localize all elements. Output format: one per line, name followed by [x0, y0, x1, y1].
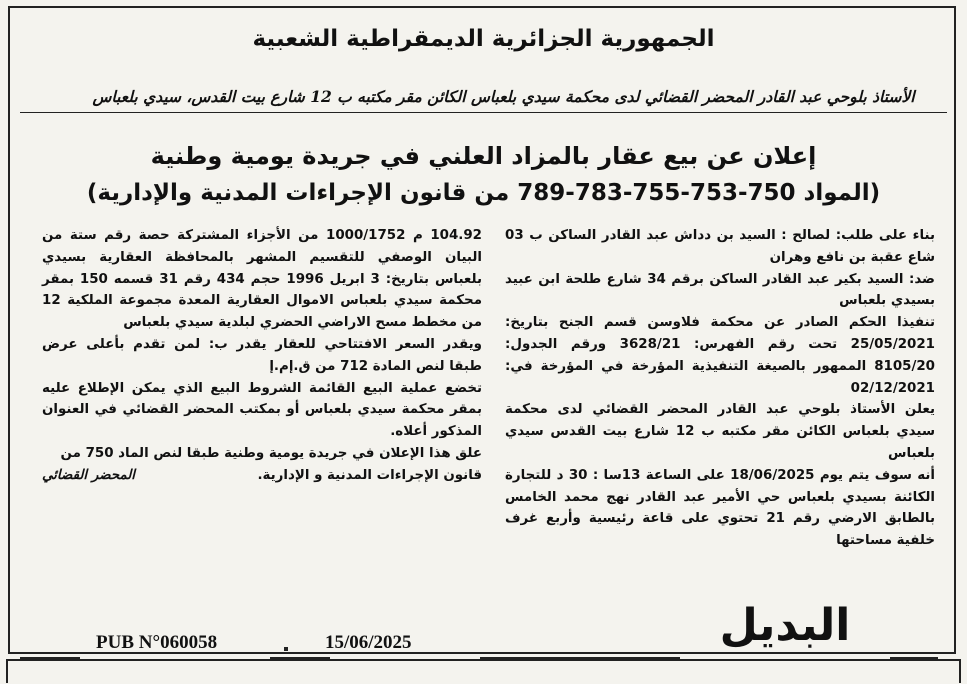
paragraph-bailiff: يعلن الأستاذ بلوحي عبد القادر المحضر القضائي لدى محكمة سيدي بلعباس الكائن مقر مكتبه ب 12 شارع بيت القدس سيدي بلعباس — [505, 402, 936, 461]
paragraph-posting: علق هذا الإعلان في جريدة يومية وطنية طبقا لنص الماد 750 من — [60, 445, 482, 461]
separator-dot — [284, 647, 288, 651]
paragraph-applicant: بناء على طلب: لصالح : السيد بن دداش عبد القادر الساكن ب 03 شاع عقبة بن نافع وهران — [505, 228, 935, 265]
header-divider — [20, 112, 947, 113]
footer-rule-left — [20, 657, 80, 659]
next-notice-frame — [6, 659, 961, 683]
notice-body-right — [505, 225, 935, 552]
paragraph-property: 104.92 م 1000/1752 من الأجزاء المشتركة حصة رقم ستة من البيان الوصفي للتقسيم المشهر بالمحافظة العقارية بسيدي بلعباس بتاريخ: 3 ابريل 1996 حجم 434 رقم 31 قسمه 150 بمقر محكمة سيدي بلعباس الاموال العقارية المعدة مجموعة الملكية 12 من مخطط مسح الاراضي الحضري لبلدية سيدي بلعباس — [42, 228, 482, 331]
signer: المحضر القضائي — [42, 466, 136, 483]
footer-rule-middle — [270, 657, 330, 659]
badil-logo: البديل — [705, 600, 865, 651]
republic-heading: الجمهورية الجزائرية الديمقراطية الشعبية — [252, 26, 715, 52]
paragraph-judgment: تنفيذا الحكم الصادر عن محكمة فلاوسن قسم الجنح بتاريخ: 25/05/2021 تحت رقم الفهرس: 3628/21 ورقم الجدول: 8105/20 الممهور بالصيغة التنفيذية المؤرخة في المؤرخة في: 02/12/2021 — [505, 315, 935, 396]
footer-rule-right — [480, 657, 680, 659]
paragraph-defendant: ضد: السيد بكير عبد القادر الساكن برقم 34 شارع طلحة ابن عبيد بسيدي بلعباس — [505, 271, 935, 309]
pub-number: PUB N°060058 — [96, 632, 218, 653]
paragraph-sale-date: أنه سوف يتم يوم 18/06/2025 على الساعة 13سا : 30 د للتجارة الكائنة بسيدي بلعباس حي الأمير عبد القادر نهج محمد الخامس بالطابق الارضي رقم 21 تحتوي على قاعة رئيسية وأربع غرف خلفية مساحتها — [505, 467, 935, 549]
publication-date: 15/06/2025 — [325, 632, 412, 653]
bailiff-line: الأستاذ بلوحي عبد القادر المحضر القضائي لدى محكمة سيدي بلعباس الكائن مقر مكتبه ب 12 شارع بيت القدس، سيدي بلعباس — [92, 87, 915, 106]
closing-line — [42, 465, 482, 487]
notice-body-left — [42, 225, 482, 487]
paragraph-price: ويقدر السعر الافتتاحي للعقار يقدر ب: لمن تقدم بأعلى عرض طبقا لنص المادة 712 من ق.إم.إ — [42, 336, 482, 374]
footer-rule-end — [890, 657, 938, 659]
announcement-articles: (المواد 750-753-755-783-789 من قانون الإجراءات المدنية والإدارية) — [86, 180, 881, 206]
paragraph-conditions: تخضع عملية البيع القائمة الشروط البيع الذي يمكن الإطلاع عليه بمقر محكمة سيدي بلعباس أو بمكتب المحضر القضائي في العنوان المذكور أعلاه. — [42, 380, 482, 440]
announcement-title: إعلان عن بيع عقار بالمزاد العلني في جريدة يومية وطنية — [150, 142, 817, 170]
closing-text: قانون الإجراءات المدنية و الإدارية. — [257, 467, 482, 483]
